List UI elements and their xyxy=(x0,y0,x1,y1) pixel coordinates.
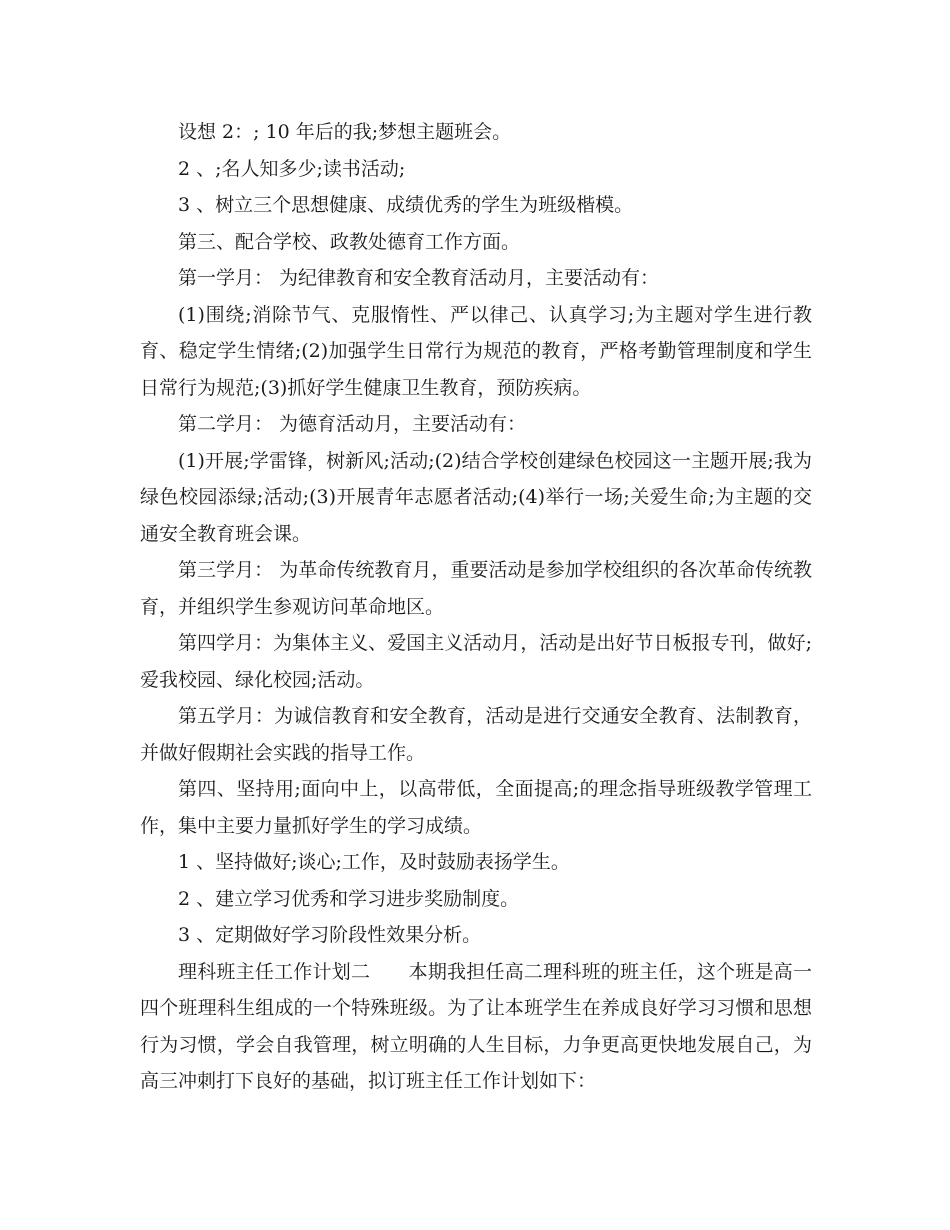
paragraph: 2 、建立学习优秀和学习进步奖励制度。 xyxy=(178,887,520,910)
paragraph: 理科班主任工作计划二 本期我担任高二理科班的班主任，这个班是高一四个班理科生组成的一个特殊班级。为了让本班学生在养成良好学习习惯和思想行为习惯，学会自我管理，树立明确的人生目标，力争更高更快地发展自己，为高三冲刺打下良好的基础，拟订班主任工作计划如下： xyxy=(140,960,812,1092)
paragraph: 第二学月： 为德育活动月，主要活动有： xyxy=(178,413,527,435)
paragraph: (1)开展;学雷锋，树新风;活动;(2)结合学校创建绿色校园这一主题开展;我为绿色校园添绿;活动;(3)开展青年志愿者活动;(4)举行一场;关爱生命;为主题的交通安全教育班会课。 xyxy=(140,449,812,545)
paragraph: 第四、坚持用;面向中上，以高带低，全面提高;的理念指导班级教学管理工作，集中主要力量抓好学生的学习成绩。 xyxy=(140,778,812,837)
paragraph: 第三、配合学校、政教处德育工作方面。 xyxy=(178,230,521,253)
document-body xyxy=(140,114,812,1100)
paragraph: 第四学月：为集体主义、爱国主义活动月，活动是出好节日板报专刊，做好;爱我校园、绿化校园;活动。 xyxy=(140,632,812,691)
paragraph: 3 、树立三个思想健康、成绩优秀的学生为班级楷模。 xyxy=(178,194,634,216)
paragraph: 设想 2：; 10 年后的我;梦想主题班会。 xyxy=(178,121,512,143)
paragraph: 第三学月： 为革命传统教育月，重要活动是参加学校组织的各次革命传统教育，并组织学生参观访问革命地区。 xyxy=(140,559,812,618)
paragraph: 第一学月： 为纪律教育和安全教育活动月，主要活动有： xyxy=(178,267,660,289)
paragraph: 2 、;名人知多少;读书活动; xyxy=(178,157,406,180)
paragraph: (1)围绕;消除节气、克服惰性、严以律己、认真学习;为主题对学生进行教育、稳定学生情绪;(2)加强学生日常行为规范的教育，严格考勤管理制度和学生日常行为规范;(3)抓好学生健康卫生教育，预防疾病。 xyxy=(140,303,812,399)
paragraph: 3 、定期做好学习阶段性效果分析。 xyxy=(178,924,482,946)
paragraph: 1 、坚持做好;谈心;工作，及时鼓励表扬学生。 xyxy=(178,851,570,873)
paragraph: 第五学月：为诚信教育和安全教育，活动是进行交通安全教育、法制教育，并做好假期社会实践的指导工作。 xyxy=(140,705,812,764)
